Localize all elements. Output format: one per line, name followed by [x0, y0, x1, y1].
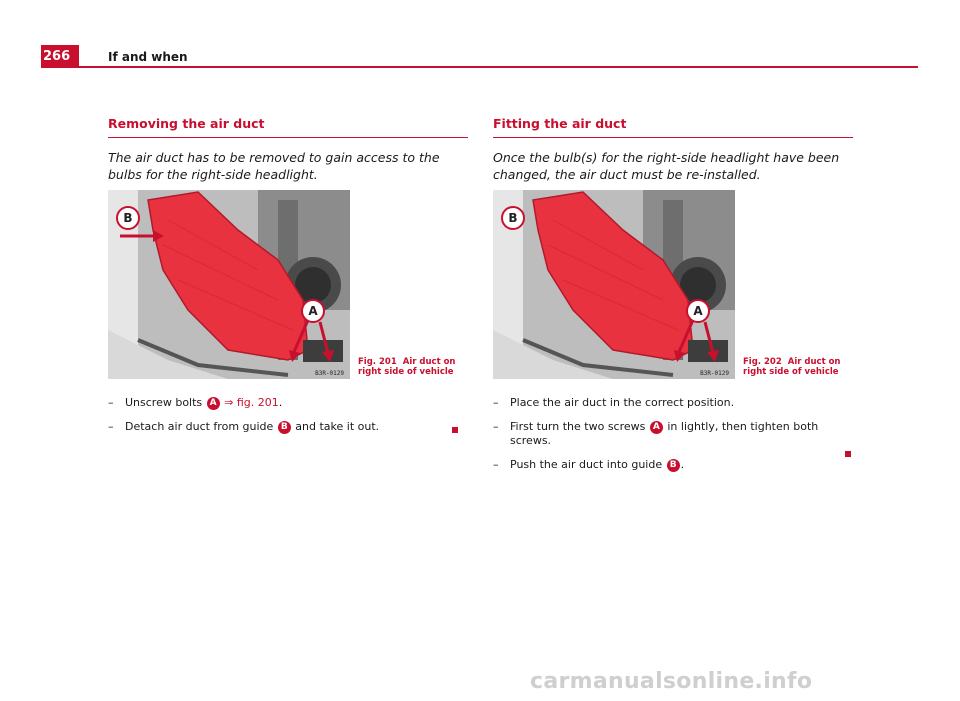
- watermark: carmanualsonline.info: [530, 669, 813, 694]
- step-item: [108, 396, 458, 410]
- step-item: [108, 420, 458, 434]
- section-intro: The air duct has to be removed to gain access to the bulbs for the right-side headlight.: [108, 150, 440, 182]
- callout-badge-a: A: [650, 421, 663, 434]
- caption-number: Fig. 201: [358, 357, 397, 367]
- step-item: [493, 420, 853, 448]
- step-dash: –: [493, 458, 499, 471]
- step-dash: –: [493, 396, 499, 409]
- step-text: Unscrew bolts: [125, 396, 203, 409]
- section-title: Fitting the air duct: [493, 116, 853, 138]
- section-intro: Once the bulb(s) for the right-side headlight have been changed, the air duct must be re-installed.: [493, 150, 840, 182]
- fitting-steps: [493, 396, 853, 482]
- illus-label-a: A: [308, 304, 318, 318]
- callout-badge-b: B: [667, 459, 680, 472]
- illus-code: B3R-0129: [315, 370, 344, 377]
- step-item: [493, 458, 853, 472]
- illus-label-a: A: [693, 304, 703, 318]
- step-dash: –: [108, 420, 114, 433]
- figure-caption: [743, 357, 853, 377]
- step-tail: .: [278, 396, 283, 409]
- caption-number: Fig. 202: [743, 357, 782, 367]
- step-dash: –: [108, 396, 114, 409]
- air-duct-illustration: [108, 190, 350, 379]
- section-removing-air-duct: [108, 116, 468, 183]
- running-title: If and when: [108, 50, 188, 64]
- step-tail: .: [680, 458, 685, 471]
- illus-label-b: B: [123, 211, 133, 225]
- figure-link[interactable]: ⇒ fig. 201: [224, 396, 279, 409]
- section-fitting-air-duct: [493, 116, 853, 183]
- illus-label-b: B: [508, 211, 518, 225]
- step-text: Detach air duct from guide: [125, 420, 274, 433]
- air-duct-illustration: [493, 190, 735, 379]
- step-text: First turn the two screws: [510, 420, 646, 433]
- callout-badge-b: B: [278, 421, 291, 434]
- page-number: 266: [41, 45, 79, 68]
- step-text-end: in lightly, then tighten both screws.: [510, 420, 819, 447]
- figure-caption: [358, 357, 468, 377]
- caption-text: Air duct on right side of vehicle: [743, 357, 841, 377]
- step-text-end: and take it out.: [295, 420, 380, 433]
- section-end-mark: [845, 451, 851, 457]
- step-dash: –: [493, 420, 499, 433]
- step-text: Place the air duct in the correct position.: [510, 396, 735, 409]
- caption-text: Air duct on right side of vehicle: [358, 357, 456, 377]
- section-title: Removing the air duct: [108, 116, 468, 138]
- header-rule: [79, 66, 918, 68]
- callout-badge-a: A: [207, 397, 220, 410]
- section-end-mark: [452, 427, 458, 433]
- step-item: [493, 396, 853, 410]
- illus-code: B3R-0129: [700, 370, 729, 377]
- removal-steps: [108, 396, 458, 444]
- step-text: Push the air duct into guide: [510, 458, 663, 471]
